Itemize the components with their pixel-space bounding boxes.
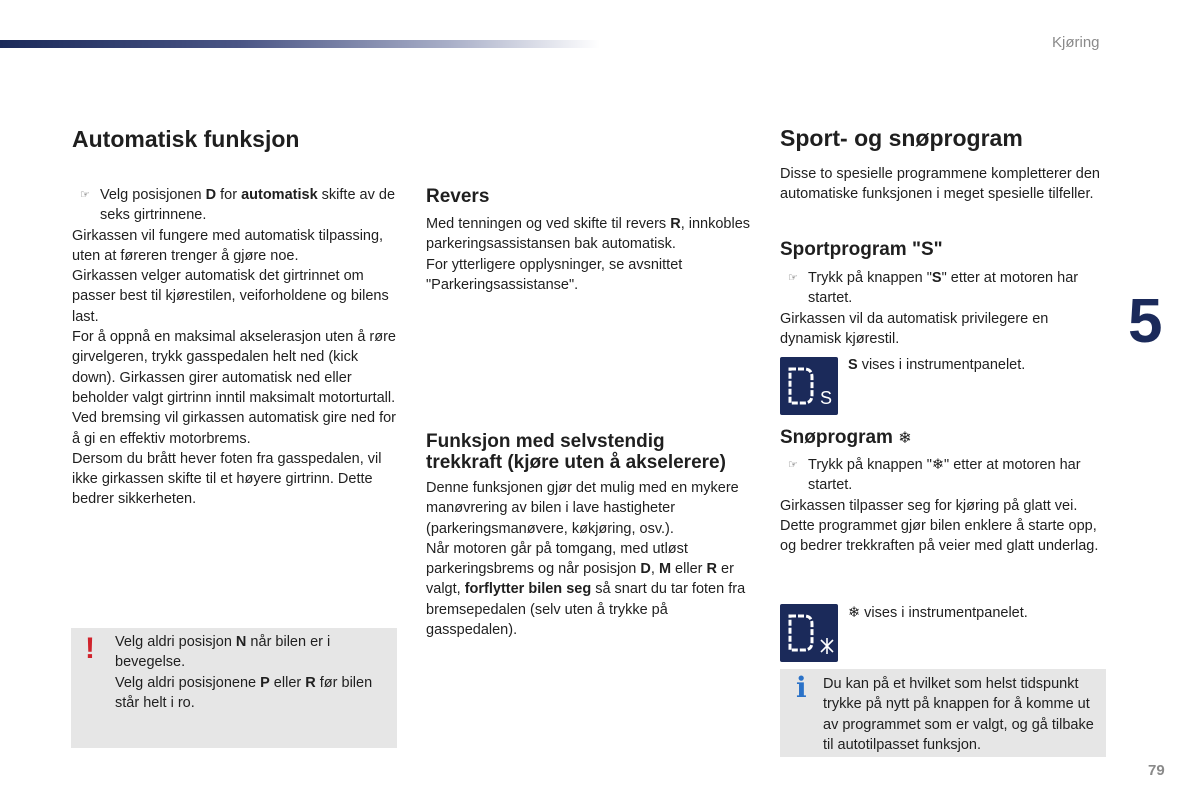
info-text: Du kan på et hvilket som helst tidspunkt trykke på nytt på knappen for å komme ut av programmet som er valgt, og gå tilbake til autotilpasset funksjon.	[823, 676, 1094, 753]
paragraph: Dersom du brått hever foten fra gasspedalen, vil ikke girkassen skifte til et høyere girtrinn. Dette bedrer sikkerheten.	[72, 450, 382, 508]
bullet-item: ☞ Trykk på knappen "S" etter at motoren har startet.	[788, 270, 1079, 307]
sport-body: ☞ Trykk på knappen "S" etter at motoren har startet. Girkassen vil da automatisk privilegere en dynamisk kjørestil.	[780, 268, 1106, 349]
bullet-arrow-icon: ☞	[788, 272, 798, 284]
title-sport-og-snoprogram: Sport- og snøprogram	[780, 125, 1023, 151]
bullet-item: ☞ Trykk på knappen "❄" etter at motoren har startet.	[788, 457, 1081, 494]
title-automatisk-funksjon: Automatisk funksjon	[72, 126, 300, 152]
sport-display-letter: S	[820, 388, 833, 408]
snow-display-text: ❄ vises i instrumentpanelet.	[848, 605, 1028, 621]
title-revers: Revers	[426, 186, 490, 207]
warning-exclamation-icon: !	[85, 632, 95, 665]
title-selvstendig-trekkraft: Funksjon med selvstendig trekkraft (kjøre uten å akselerere)	[426, 431, 726, 473]
creep-body: Denne funksjonen gjør det mulig med en mykere manøvrering av bilen i lave hastigheter (parkeringsmanøvere, køkjøring, osv.). Når motoren går på tomgang, med utløst parkeringsbrems og når posisjon D, M eller R er valgt, forflytter bilen seg så snart du tar foten fra bremsepedalen (selv uten å trykke på gasspedalen).	[426, 480, 746, 639]
info-icon: i	[796, 671, 807, 704]
chapter-number: 5	[1128, 287, 1163, 356]
bullet-arrow-icon: ☞	[80, 189, 90, 201]
snowflake-icon: ❄	[898, 430, 912, 447]
revers-body: Med tenningen og ved skifte til revers R, innkobles parkeringsassistansen bak automatisk. For ytterligere opplysninger, se avsnittet "Parkeringsassistanse".	[426, 216, 751, 293]
paragraph: Girkassen vil fungere med automatisk tilpassing, uten at føreren trenger å gjøre noe.	[72, 227, 384, 264]
snow-display-icon	[780, 604, 838, 662]
snow-body: ☞ Trykk på knappen "❄" etter at motoren har startet. Girkassen tilpasser seg for kjøring på glatt vei. Dette programmet gjør bilen enklere å starte opp, og bedrer trekkraften på veier med glatt underlag.	[780, 455, 1106, 556]
bullet-arrow-icon: ☞	[788, 459, 798, 471]
paragraph: For å oppnå en maksimal akselerasjon uten å røre girvelgeren, trykk gasspedalen helt ned (kick down). Girkassen girer automatisk ned eller beholder valgt girtrinn inntil maksimalt motorturtall.	[72, 329, 396, 406]
left-body	[72, 185, 398, 510]
paragraph: Girkassen velger automatisk det girtrinnet om passer best til kjørestilen, veiforholdene og bilens last.	[72, 268, 389, 325]
bullet-item: ☞ Velg posisjonen D for automatisk skifte av de seks girtrinnene.	[80, 187, 396, 224]
intro-text: Disse to spesielle programmene kompletterer den automatiske funksjonen i meget spesielle tilfeller.	[780, 166, 1100, 203]
info-box	[780, 669, 1106, 757]
title-sportprogram: Sportprogram "S"	[780, 239, 943, 260]
warning-box	[71, 628, 397, 748]
section-name: Kjøring	[1052, 34, 1100, 51]
warning-text: Velg aldri posisjon N når bilen er i bevegelse. Velg aldri posisjonene P eller R før bilen står helt i ro.	[115, 634, 373, 711]
title-snoprogram: Snøprogram ❄	[780, 427, 912, 448]
paragraph: Ved bremsing vil girkassen automatisk gire ned for å gi en effektiv motorbrems.	[72, 410, 396, 447]
sport-display-icon	[780, 357, 838, 415]
page-number: 79	[1148, 762, 1165, 779]
sport-display-text: S vises i instrumentpanelet.	[848, 357, 1026, 373]
header-color-bar	[0, 40, 600, 48]
